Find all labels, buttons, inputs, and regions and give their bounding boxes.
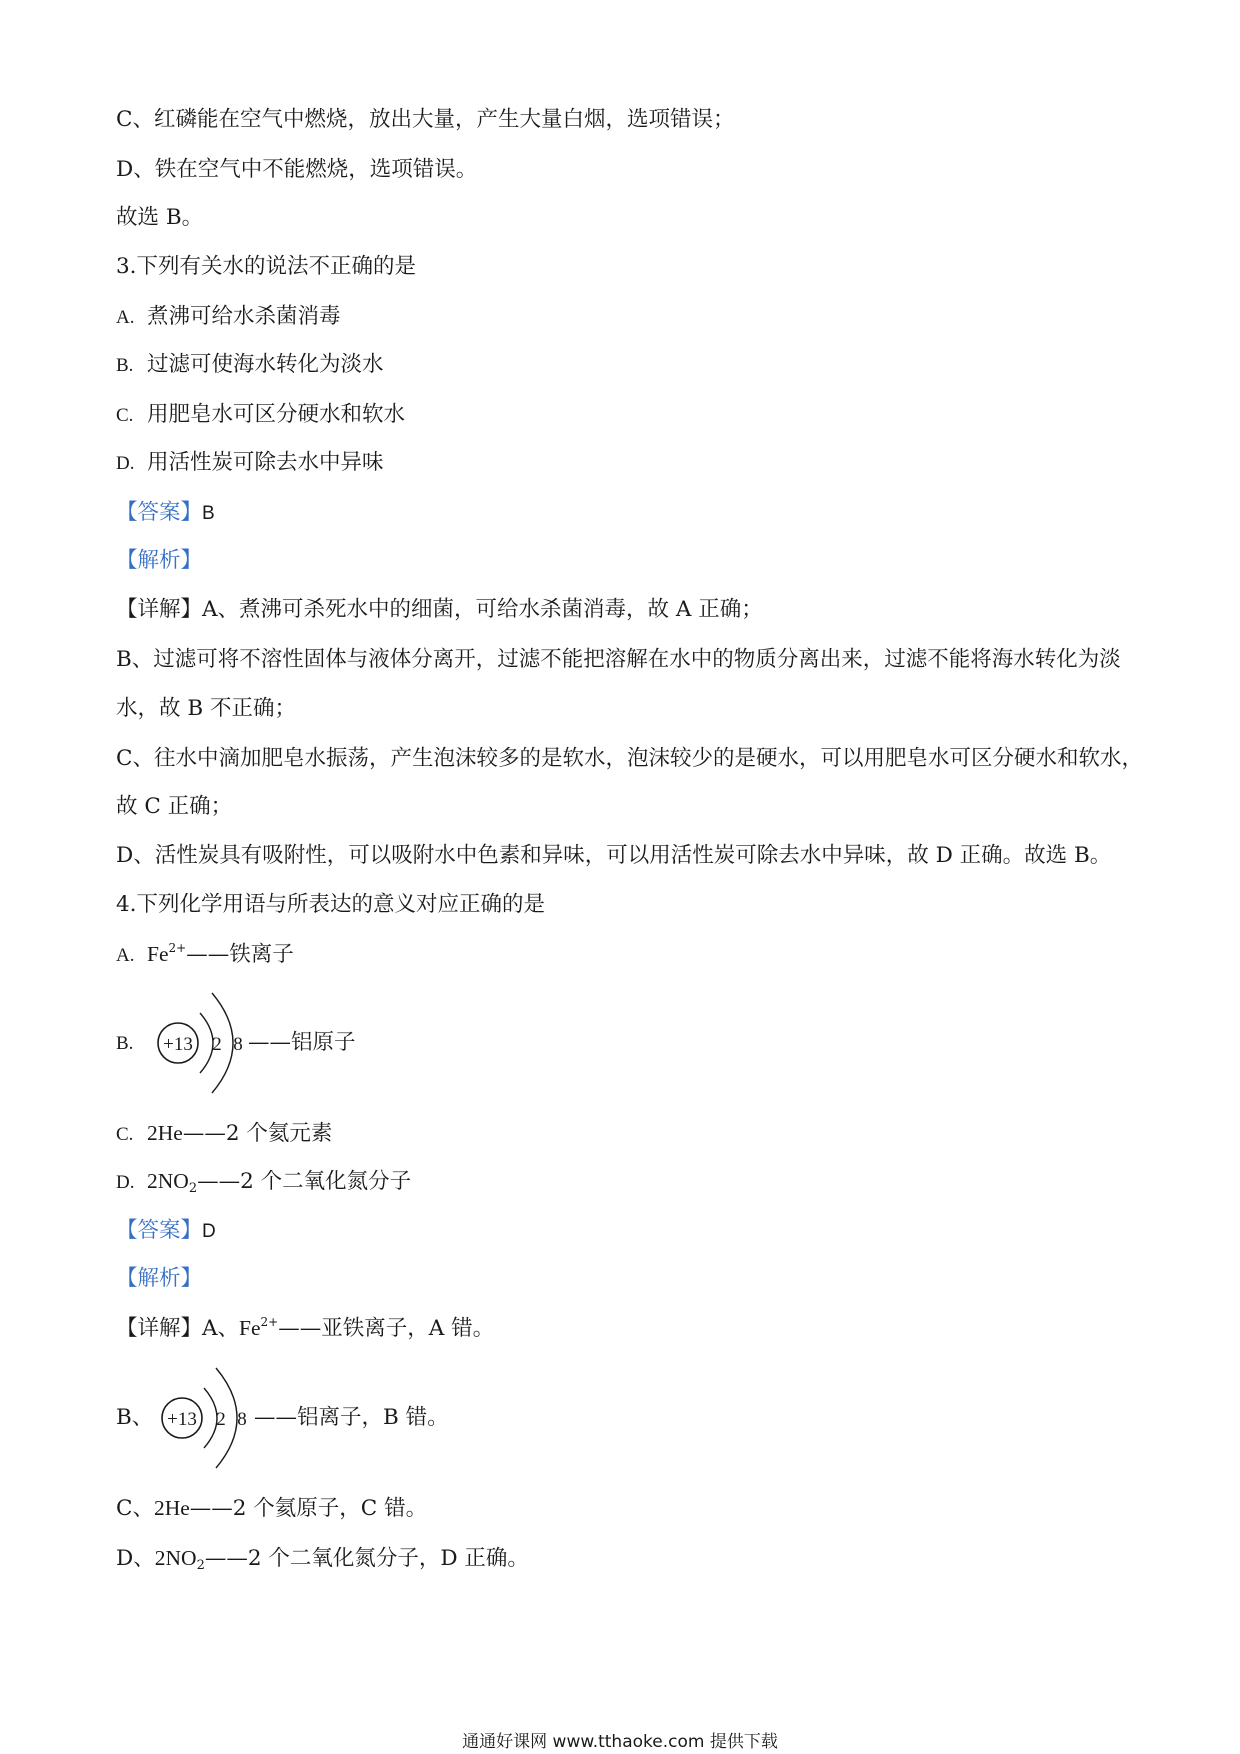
q4-answer — [116, 1218, 216, 1245]
ion-charge: 2+ — [260, 1315, 279, 1329]
detail-text: ——2 个氦原子，C 错。 — [189, 1496, 428, 1521]
detail-text: ——亚铁离子，A 错。 — [278, 1316, 495, 1341]
option-letter: D. — [116, 453, 135, 474]
chemical-formula: 2He — [147, 1121, 183, 1145]
shell-1-electrons: 2 — [212, 1034, 222, 1055]
answer-label: 【答案】 — [116, 500, 203, 525]
q4-option-a — [116, 941, 294, 969]
detail-text: ——铝离子，B 错。 — [254, 1405, 449, 1430]
option-text: 过滤可使海水转化为淡水 — [147, 352, 384, 377]
q4-detail-b — [116, 1405, 153, 1431]
q3-detail-b-line2: 水，故 B 不正确； — [116, 696, 296, 721]
detail-label: 【详解】 — [116, 1316, 203, 1341]
q3-option-a — [116, 304, 341, 331]
detail-label: 【详解】 — [116, 597, 203, 622]
option-letter: A. — [116, 307, 135, 328]
electron-shell-1 — [204, 1388, 217, 1448]
q3-option-d — [116, 450, 384, 477]
option-letter: B. — [116, 355, 134, 376]
option-letter: C. — [116, 405, 134, 426]
chemical-formula: Fe — [147, 942, 169, 966]
detail-prefix: B、 — [116, 1405, 154, 1430]
q3-detail-d: D、活性炭具有吸附性，可以吸附水中色素和异味，可以用活性炭可除去水中异味，故 D 正确。故选 B。 — [116, 843, 1112, 868]
option-letter: B. — [116, 1033, 134, 1054]
q3-option-c — [116, 402, 405, 429]
q4-analysis-label: 【解析】 — [116, 1266, 203, 1291]
detail-prefix: D、 — [116, 1546, 155, 1571]
q4-option-d — [116, 1168, 411, 1196]
q3-answer — [116, 500, 215, 527]
option-letter: A. — [116, 945, 135, 966]
formula-subscript: 2 — [188, 1181, 198, 1196]
shell-2-electrons: 8 — [237, 1409, 247, 1430]
answer-value: D — [202, 1221, 216, 1242]
option-text: 用肥皂水可区分硬水和软水 — [147, 402, 406, 427]
chemical-formula: 2NO — [147, 1169, 189, 1193]
option-meaning: ——2 个氦元素 — [182, 1121, 333, 1146]
q3-analysis-label: 【解析】 — [116, 548, 203, 573]
option-letter: C. — [116, 1124, 134, 1145]
q3-detail-a — [116, 597, 763, 623]
q3-detail-b-line1: B、过滤可将不溶性固体与液体分离开，过滤不能把溶解在水中的物质分离出来，过滤不能将海水转化为淡 — [116, 647, 1121, 672]
q3-detail-c-line1: C、往水中滴加肥皂水振荡，产生泡沫较多的是软水，泡沫较少的是硬水，可以用肥皂水可区分硬水和软水， — [116, 746, 1143, 771]
q3-stem: 3.下列有关水的说法不正确的是 — [116, 254, 417, 279]
answer-value: B — [202, 503, 215, 524]
chemical-formula: 2He — [153, 1496, 190, 1520]
chemical-formula: Fe — [239, 1316, 261, 1340]
option-meaning: ——铝原子 — [248, 1030, 356, 1055]
q4-option-b — [116, 1030, 147, 1057]
chemical-formula: 2NO — [154, 1546, 197, 1570]
prev-option-c-explanation: C、红磷能在空气中燃烧，放出大量，产生大量白烟，选项错误； — [116, 107, 735, 132]
formula-subscript: 2 — [196, 1558, 205, 1573]
q4-detail-c — [116, 1495, 427, 1522]
detail-prefix: A、 — [202, 1316, 240, 1341]
detail-text: A、煮沸可杀死水中的细菌，可给水杀菌消毒，故 A 正确； — [202, 597, 763, 622]
atom-structure-diagram — [154, 1360, 252, 1475]
nucleus-charge: +13 — [163, 1034, 193, 1055]
option-text: 用活性炭可除去水中异味 — [147, 450, 384, 475]
q4-detail-d — [116, 1545, 529, 1572]
option-text: 煮沸可给水杀菌消毒 — [147, 304, 341, 329]
q3-detail-c-line2: 故 C 正确； — [116, 794, 233, 819]
prev-conclusion: 故选 B。 — [116, 205, 204, 230]
q4-option-c — [116, 1120, 332, 1148]
ion-charge: 2+ — [168, 941, 187, 955]
q3-option-b — [116, 352, 384, 379]
option-letter: D. — [116, 1172, 135, 1193]
prev-option-d-explanation: D、铁在空气中不能燃烧，选项错误。 — [116, 157, 478, 182]
atom-structure-diagram — [150, 985, 248, 1100]
shell-2-electrons: 8 — [233, 1034, 243, 1055]
answer-label: 【答案】 — [116, 1218, 203, 1243]
detail-text: ——2 个二氧化氮分子，D 正确。 — [204, 1546, 529, 1571]
nucleus-charge: +13 — [167, 1409, 197, 1430]
q4-stem: 4.下列化学用语与所表达的意义对应正确的是 — [116, 892, 546, 917]
electron-shell-1 — [200, 1013, 213, 1073]
detail-prefix: C、 — [116, 1496, 154, 1521]
option-meaning: ——铁离子 — [186, 942, 294, 967]
shell-1-electrons: 2 — [216, 1409, 226, 1430]
page-footer: 通通好课网 www.tthaoke.com 提供下载 — [462, 1732, 778, 1752]
q4-detail-a — [116, 1315, 494, 1342]
option-meaning: ——2 个二氧化氮分子 — [197, 1169, 412, 1194]
